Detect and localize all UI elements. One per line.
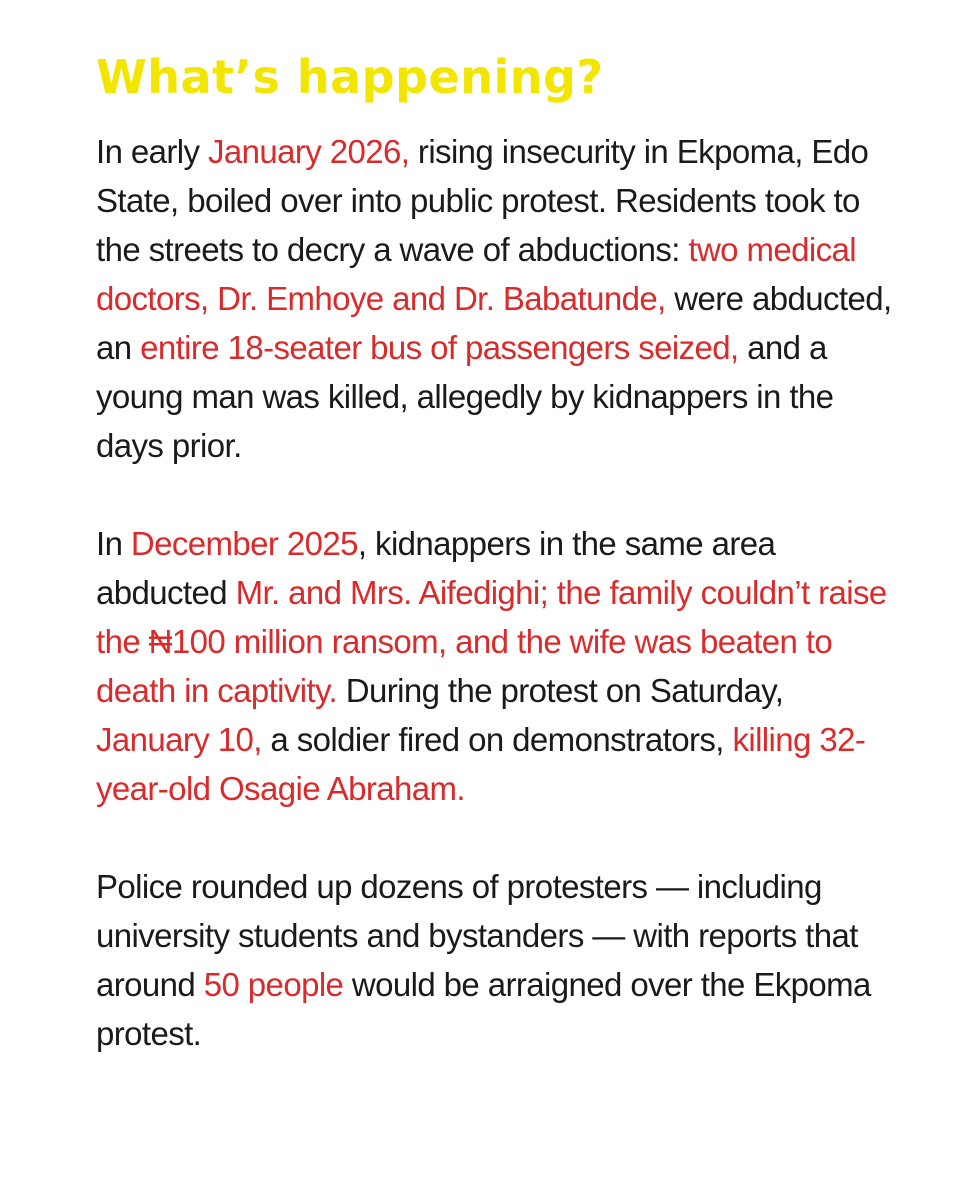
highlighted-victims: Mr. and Mrs. Aifedighi; the family couldn’t raise the ₦100 million ransom, and the wife was beaten to death in captivity. — [96, 574, 887, 710]
highlighted-count: 50 people — [203, 966, 344, 1004]
highlighted-killing: killing 32-year-old Osagie Abraham. — [96, 721, 866, 808]
paragraph-1 — [96, 127, 896, 470]
text-segment: rising insecurity in Ekpoma, Edo State, boiled over into public protest. Residents took to the streets to decry a wave of abductions: — [96, 133, 869, 269]
page-title: What’s happening? — [96, 50, 604, 104]
text-segment: During the protest on Saturday, — [337, 672, 784, 710]
highlighted-bus: entire 18-seater bus of passengers seized, — [140, 329, 739, 367]
text-segment: In — [96, 525, 131, 563]
paragraph-3 — [96, 862, 896, 1058]
text-segment: In early — [96, 133, 208, 171]
text-segment: would be arraigned over the Ekpoma protest. — [96, 966, 871, 1053]
text-segment: and a young man was killed, allegedly by kidnappers in the days prior. — [96, 329, 834, 465]
paragraph-2 — [96, 519, 896, 813]
highlighted-date: January 2026, — [208, 133, 410, 171]
text-segment: Police rounded up dozens of protesters — including university students and bystanders — with reports that around — [96, 868, 858, 1004]
article — [96, 40, 896, 1107]
text-segment: were abducted, an — [96, 280, 892, 367]
highlighted-date: January 10, — [96, 721, 262, 759]
text-segment: a soldier fired on demonstrators, — [261, 721, 733, 759]
highlighted-doctors: two medical doctors, Dr. Emhoye and Dr. Babatunde, — [96, 231, 857, 318]
text-segment: , kidnappers in the same area abducted — [96, 525, 776, 612]
highlighted-date: December 2025 — [130, 525, 358, 563]
